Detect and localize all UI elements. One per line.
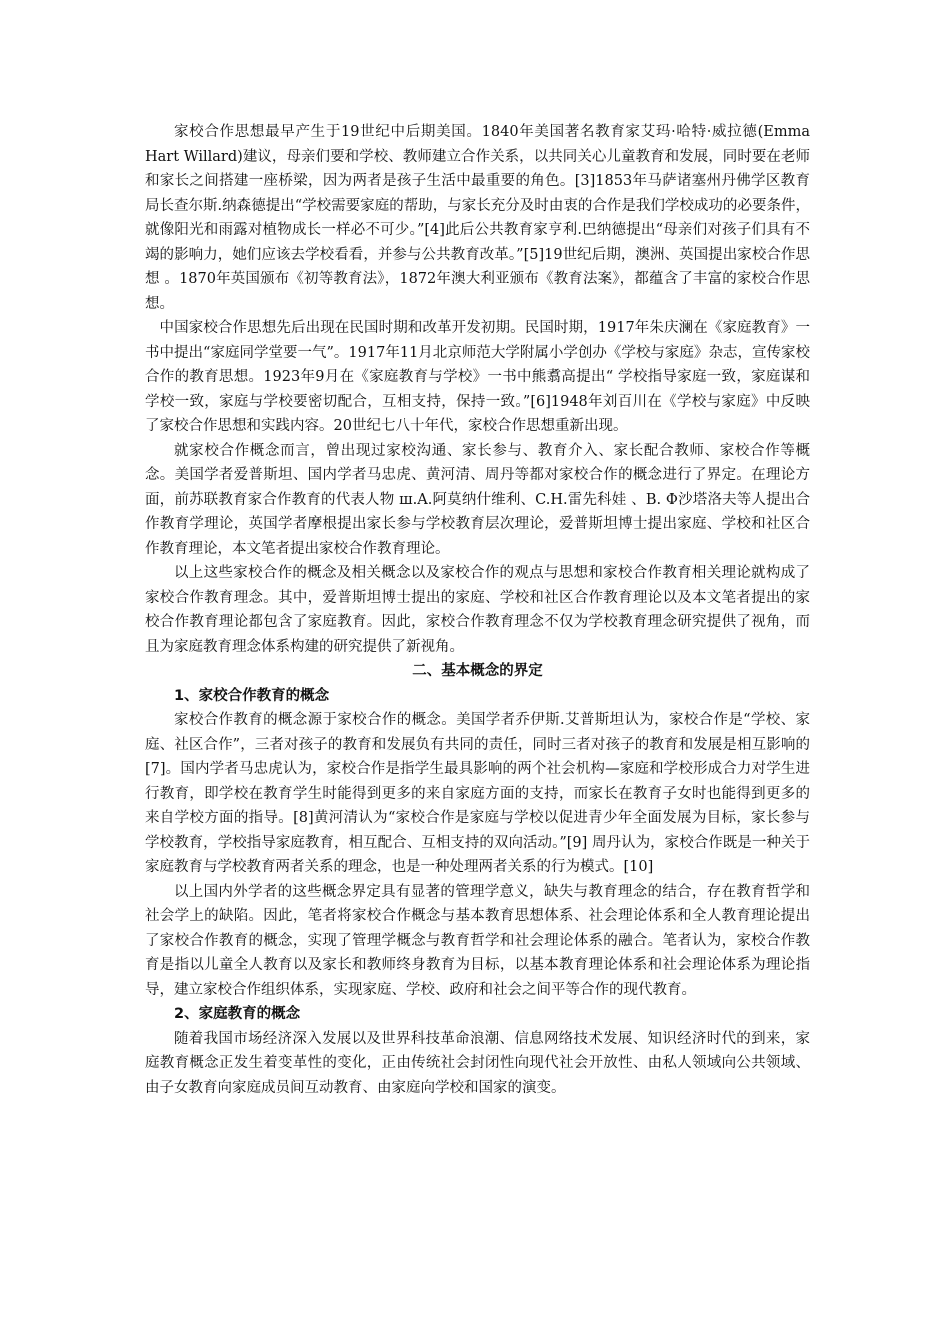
paragraph-author-definition: 以上国内外学者的这些概念界定具有显著的管理学意义，缺失与教育理念的结合，存在教育哲学和社会学上的缺陷。因此，笔者将家校合作概念与基本教育思想体系、社会理论体系和全人教育理论提出了家校合作教育的概念，实现了管理学概念与教育哲学和社会理论体系的融合。笔者认为，家校合作教育是指以儿童全人教育以及家长和教师终身教育为目标，以基本教育理论体系和社会理论体系为理论指导，建立家校合作组织体系，实现家庭、学校、政府和社会之间平等合作的现代教育。 bbox=[145, 883, 810, 998]
paragraph-origin-china: 中国家校合作思想先后出现在民国时期和改革开发初期。民国时期，1917年朱庆澜在《家庭教育》一书中提出“家庭同学堂要一气”。1917年11月北京师范大学附属小学创办《学校与家庭》杂志，宣传家校合作的教育思想。1923年9月在《家庭教育与学校》一书中熊翥高提出“ 学校指导家庭一致，家庭谋和学校一致，家庭与学校要密切配合，互相支持，保持一致。”[6]1948年刘百川在《学校与家庭》中反映了家校合作思想和实践内容。20世纪七八十年代，家校合作思想重新出现。 bbox=[145, 320, 810, 434]
paragraph-cooperation-definition: 家校合作教育的概念源于家校合作的概念。美国学者乔伊斯.艾普斯坦认为，家校合作是“学校、家庭、社区合作”，三者对孩子的教育和发展负有共同的责任，同时三者对孩子的教育和发展是相互影响的[7]。国内学者马忠虎认为，家校合作是指学生最具影响的两个社会机构—家庭和学校形成合力对学生进行教育，即学校在教育学生时能得到更多的来自家庭方面的支持，而家长在教育子女时也能得到更多的来自学校方面的指导。[8]黄河清认为“家校合作是家庭与学校以促进青少年全面发展为目标，家长参与学校教育，学校指导家庭教育，相互配合、互相支持的双向活动。”[9] 周丹认为，家校合作既是一种关于家庭教育与学校教育两者关系的理念，也是一种处理两者关系的行为模式。[10] bbox=[145, 712, 810, 875]
subsection-heading-2: 2、家庭教育的概念 bbox=[174, 1006, 301, 1022]
paragraph-philosophy: 以上这些家校合作的概念及相关概念以及家校合作的观点与思想和家校合作教育相关理论就构成了家校合作教育理念。其中，爱普斯坦博士提出的家庭、学校和社区合作教育理论以及本文笔者提出的家校合作教育理论都包含了家庭教育。因此，家校合作教育理念不仅为学校教育理念研究提供了视角，而且为家庭教育理念体系构建的研究提供了新视角。 bbox=[145, 565, 810, 655]
paragraph-family-education: 随着我国市场经济深入发展以及世界科技革命浪潮、信息网络技术发展、知识经济时代的到来，家庭教育概念正发生着变革性的变化，正由传统社会封闭性向现代社会开放性、由私人领域向公共领域、由子女教育向家庭成员间互动教育、由家庭向学校和国家的演变。 bbox=[145, 1030, 810, 1096]
section-heading: 二、基本概念的界定 bbox=[412, 663, 543, 679]
document-body bbox=[145, 120, 810, 1100]
subsection-heading-1: 1、家校合作教育的概念 bbox=[174, 687, 330, 704]
paragraph-concepts: 就家校合作概念而言，曾出现过家校沟通、家长参与、教育介入、家长配合教师、家校合作等概念。美国学者爱普斯坦、国内学者马忠虎、黄河清、周丹等都对家校合作的概念进行了界定。在理论方面，前苏联教育家合作教育的代表人物 ш.A.阿莫纳什维利、C.H.雷先科娃 、B. Ф沙塔洛夫等人提出合作教育学理论，英国学者摩根提出家长参与学校教育层次理论，爱普斯坦博士提出家庭、学校和社区合作教育理论，本文笔者提出家校合作教育理论。 bbox=[145, 442, 810, 557]
paragraph-origin-us: 家校合作思想最早产生于19世纪中后期美国。1840年美国著名教育家艾玛·哈特·威拉德(Emma Hart Willard)建议，母亲们要和学校、教师建立合作关系，以共同关心儿童教育和发展，同时要在老师和家长之间搭建一座桥梁，因为两者是孩子生活中最重要的角色。[3]1853年马萨诸塞州丹佛学区教育局长查尔斯.纳森德提出“学校需要家庭的帮助，与家长充分及时由衷的合作是我们学校成功的必要条件，就像阳光和雨露对植物成长一样必不可少。”[4]此后公共教育家亨利.巴纳德提出“母亲们对孩子们具有不竭的影响力，她们应该去学校看看，并参与公共教育改革。”[5]19世纪后期，澳洲、英国提出家校合作思想 。1870年英国颁布《初等教育法》，1872年澳大利亚颁布《教育法案》，都蕴含了丰富的家校合作思想。 bbox=[145, 124, 810, 312]
